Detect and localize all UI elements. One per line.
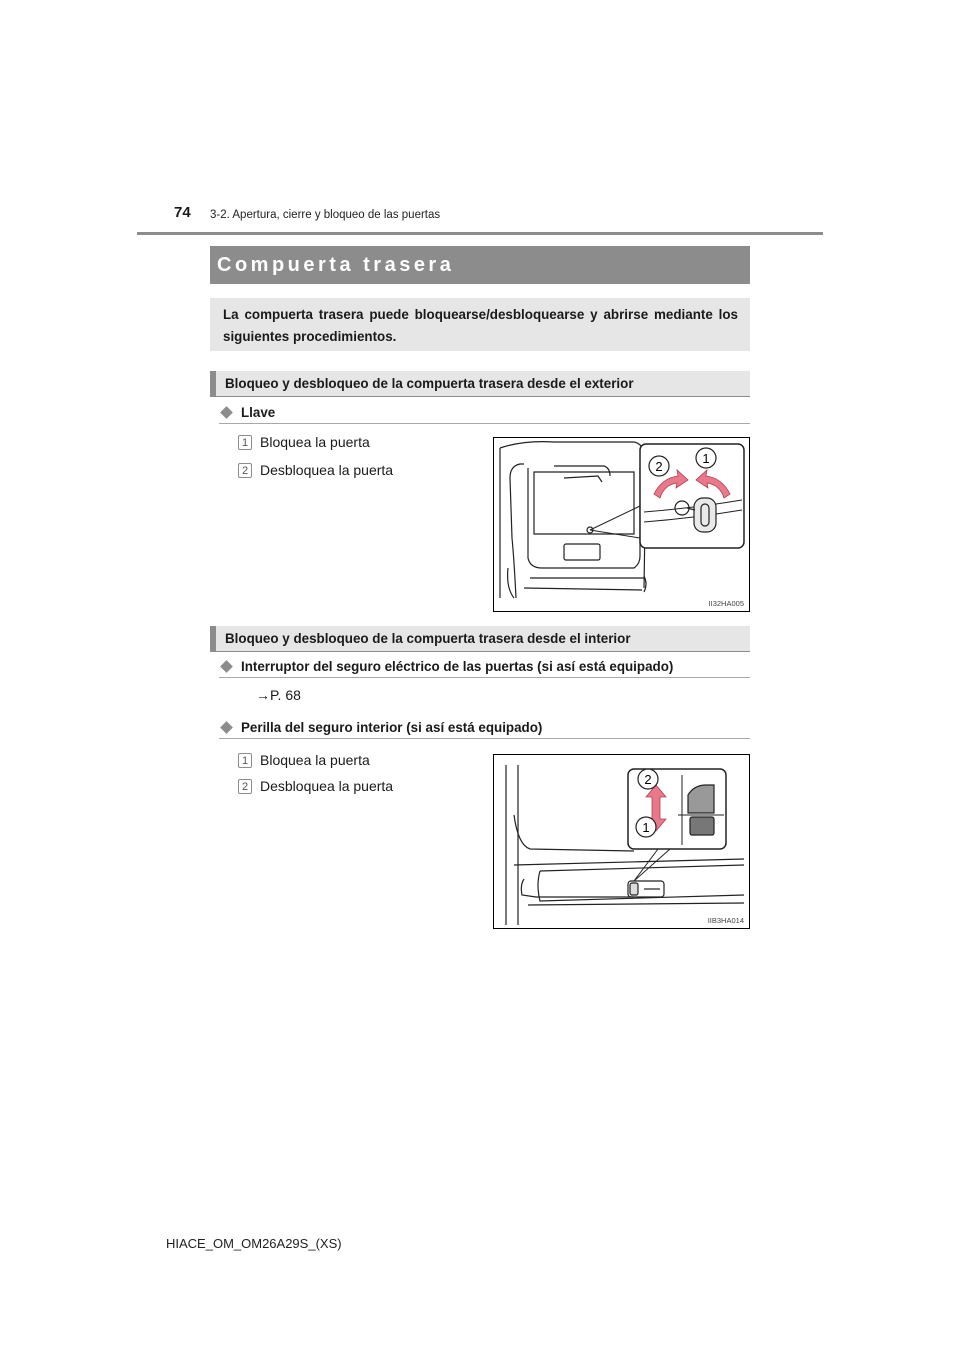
svg-text:2: 2 — [655, 459, 663, 474]
key-item-heading — [219, 402, 750, 424]
arrow-right-icon: → — [256, 687, 270, 703]
section-banner — [210, 246, 750, 284]
figure-lock-knob — [493, 754, 750, 929]
diamond-bullet-icon — [220, 721, 233, 734]
interior-knob-illustration — [494, 755, 749, 928]
footer-doc-code: HIACE_OM_OM26A29S_(XS) — [166, 1236, 342, 1251]
page-number: 74 — [174, 204, 191, 221]
svg-text:1: 1 — [642, 820, 650, 835]
key-item-title: Llave — [241, 405, 276, 420]
section-title: Compuerta trasera — [217, 253, 455, 276]
step-number-badge: 1 — [238, 753, 252, 768]
page-reference — [256, 687, 301, 703]
figure-code: II32HA005 — [708, 599, 744, 608]
intro-box: La compuerta trasera puede bloquearse/desbloquearse y abrirse mediante los siguientes procedimientos. — [210, 298, 750, 351]
svg-text:1: 1 — [702, 451, 710, 466]
knob-step-2 — [238, 778, 393, 794]
step-number-badge: 1 — [238, 435, 252, 450]
step-text: Bloquea la puerta — [260, 434, 370, 450]
figure-code: IIB3HA014 — [707, 916, 744, 925]
switch-item-title: Interruptor del seguro eléctrico de las puertas (si así está equipado) — [241, 659, 674, 674]
key-step-1 — [238, 434, 370, 450]
knob-step-1 — [238, 752, 370, 768]
step-number-badge: 2 — [238, 463, 252, 478]
van-rear-key-illustration — [494, 438, 749, 611]
page-reference-link[interactable]: P. 68 — [270, 687, 301, 703]
switch-item-heading — [219, 656, 750, 678]
knob-item-title: Perilla del seguro interior (si así está equipado) — [241, 720, 543, 735]
diamond-bullet-icon — [220, 660, 233, 673]
exterior-heading: Bloqueo y desbloqueo de la compuerta trasera desde el exterior — [210, 371, 750, 397]
step-text: Desbloquea la puerta — [260, 462, 394, 478]
running-head: 3-2. Apertura, cierre y bloqueo de las puertas — [210, 209, 441, 221]
key-step-2 — [238, 462, 393, 478]
figure-key-lock — [493, 437, 750, 612]
svg-text:2: 2 — [644, 772, 652, 787]
header-rule — [137, 232, 823, 235]
step-number-badge: 2 — [238, 779, 252, 794]
step-text: Desbloquea la puerta — [260, 778, 394, 794]
knob-item-heading — [219, 717, 750, 739]
step-text: Bloquea la puerta — [260, 752, 370, 768]
interior-heading: Bloqueo y desbloqueo de la compuerta trasera desde el interior — [210, 626, 750, 652]
diamond-bullet-icon — [220, 406, 233, 419]
